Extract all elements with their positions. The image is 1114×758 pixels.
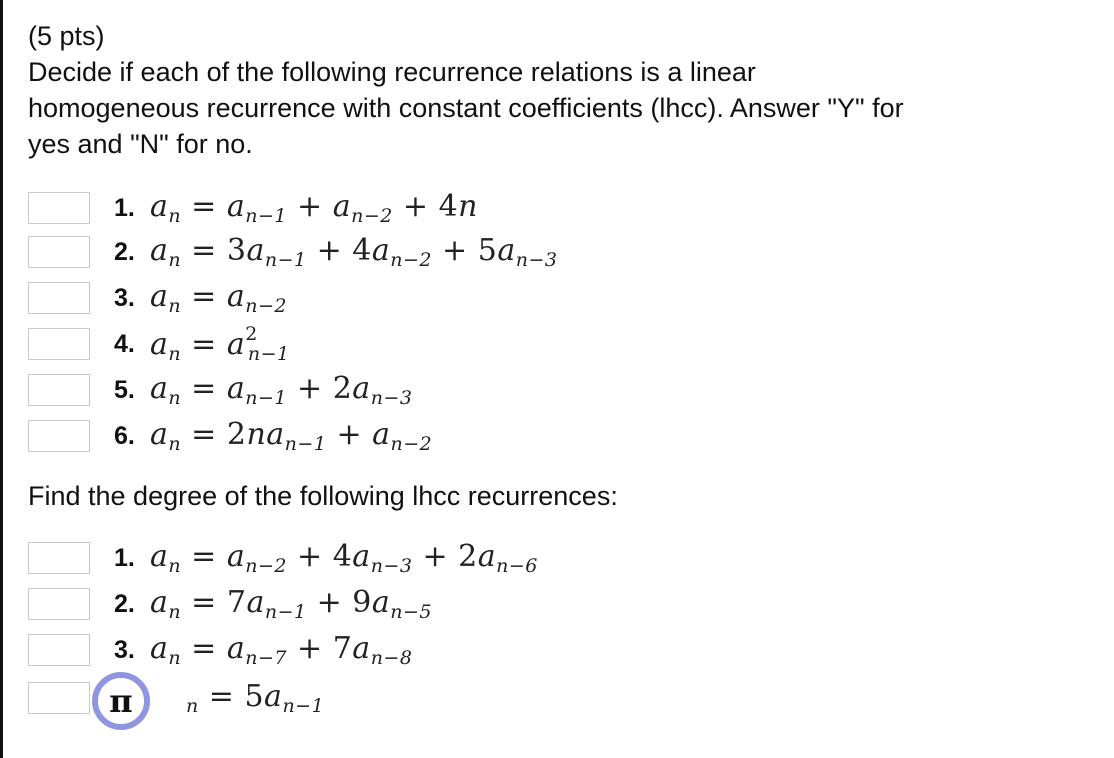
degree-section-heading: Find the degree of the following lhcc recurrences: — [28, 481, 618, 511]
instruction-line-3: yes and "N" for no. — [28, 129, 253, 159]
question-number: 2. — [114, 589, 135, 618]
degree-input-4[interactable] — [28, 682, 90, 714]
lhcc-question-1 — [28, 188, 708, 228]
degree-question-3 — [28, 630, 708, 670]
pi-symbol: π — [109, 682, 133, 720]
lhcc-question-5 — [28, 370, 708, 410]
recurrence-formula: $a_n = a_{n-1} + 2a_{n-3}$ — [150, 371, 413, 409]
question-number: 3. — [114, 283, 135, 312]
points-label: (5 pts) — [28, 21, 105, 51]
question-number: 6. — [114, 421, 135, 450]
recurrence-formula: $a_n = a_{n-7} + 7a_{n-8}$ — [150, 631, 413, 669]
recurrence-formula: $a_n = 3a_{n-1} + 4a_{n-2} + 5a_{n-3}$ — [150, 233, 558, 271]
answer-input-2[interactable] — [28, 236, 90, 268]
recurrence-formula: $a_n = a_{n-2}$ — [150, 279, 287, 317]
answer-input-4[interactable] — [28, 328, 90, 360]
answer-input-1[interactable] — [28, 192, 90, 224]
instruction-line-1: Decide if each of the following recurrence relations is a linear — [28, 57, 756, 87]
degree-input-3[interactable] — [28, 634, 90, 666]
degree-input-1[interactable] — [28, 542, 90, 574]
recurrence-formula: $a_n = a_{n-1} + a_{n-2} + 4n$ — [150, 189, 478, 227]
recurrence-formula: $a_n = 7a_{n-1} + 9a_{n-5}$ — [150, 585, 433, 623]
lhcc-question-4 — [28, 324, 708, 364]
degree-input-2[interactable] — [28, 588, 90, 620]
recurrence-formula: $a_n = a_{n-2} + 4a_{n-3} + 2a_{n-6}$ — [150, 539, 538, 577]
degree-question-2 — [28, 584, 708, 624]
question-number: 5. — [114, 375, 135, 404]
recurrence-formula: $a_n = 2na_{n-1} + a_{n-2}$ — [150, 417, 433, 455]
question-number: 4. — [114, 329, 135, 358]
degree-question-1 — [28, 538, 708, 578]
question-number: 2. — [114, 237, 135, 266]
answer-input-6[interactable] — [28, 420, 90, 452]
recurrence-formula: $a_n = a^2_{n-1}$ — [150, 323, 290, 365]
instruction-line-2: homogeneous recurrence with constant coefficients (lhcc). Answer "Y" for — [28, 93, 904, 123]
answer-input-5[interactable] — [28, 374, 90, 406]
recurrence-formula: $_n = 5a_{n-1}$ — [186, 679, 325, 717]
left-border — [0, 0, 3, 758]
pi-overlay-icon[interactable] — [92, 672, 150, 730]
lhcc-question-2 — [28, 232, 708, 272]
question-number: 1. — [114, 543, 135, 572]
question-header — [28, 18, 1088, 162]
lhcc-question-6 — [28, 416, 708, 456]
question-number: 3. — [114, 635, 135, 664]
lhcc-question-3 — [28, 278, 708, 318]
question-number: 1. — [114, 193, 135, 222]
answer-input-3[interactable] — [28, 282, 90, 314]
